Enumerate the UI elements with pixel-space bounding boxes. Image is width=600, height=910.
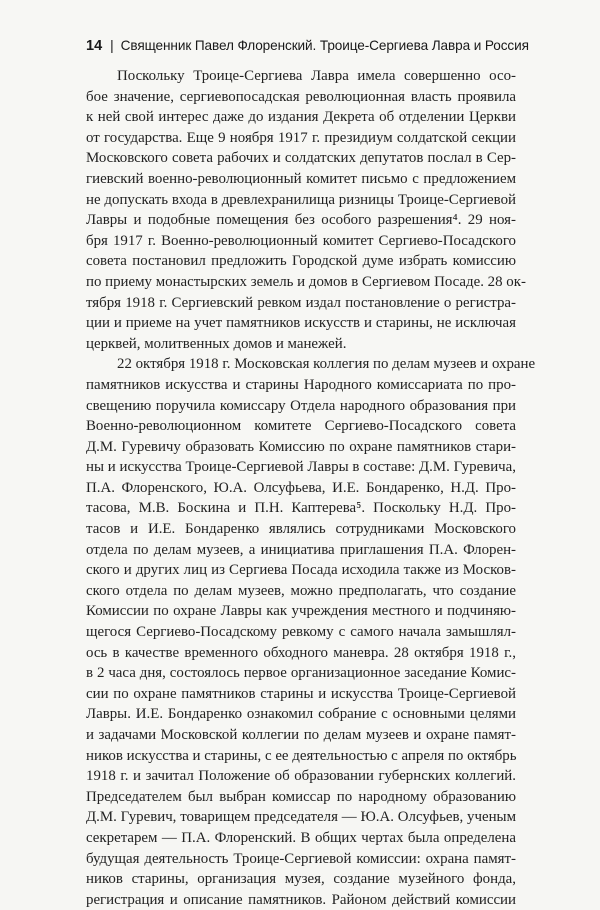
page-number: 14 <box>86 38 103 54</box>
text-line: ников искусства и старины, с ее деятельностью с апреля по октябрь <box>86 747 517 764</box>
text-line: по приему монастырских земель и домов в Сергиевом Посаде. 28 ок- <box>86 273 526 290</box>
running-head <box>86 38 566 58</box>
paragraph <box>86 66 526 354</box>
text-line: ции и приеме на учет памятников искусств и старины, не исключая <box>86 315 516 332</box>
text-line: церквей, молитвенных домов и манежей. <box>86 335 347 352</box>
text-line: бря 1917 г. Военно-революционный комитет Сергиево-Посадского <box>86 232 516 249</box>
text-line: П.А. Флоренского, Ю.А. Олсуфьева, И.Е. Бондаренко, Н.Д. Про- <box>86 479 516 496</box>
text-line: тасов и И.Е. Бондаренко являлись сотрудниками Московского <box>86 521 516 538</box>
text-line: Лавры и подобные помещения без особого разрешения⁴. 29 ноя- <box>86 212 516 229</box>
text-line: ников старины, организация музея, создание музейного фонда, <box>86 871 516 888</box>
text-line: и задачами Московской коллегии по делам музеев и охране памят- <box>86 727 516 743</box>
text-line: 1918 г. и зачитал Положение об образовании губернских коллегий. <box>86 768 516 785</box>
text-line: Лавры. И.Е. Бондаренко ознакомил собрание с основными целями <box>86 706 516 723</box>
text-line: свещению поручила комиссару Отдела народного образования при <box>86 397 516 414</box>
text-line: от государства. Еще 9 ноября 1917 г. президиум солдатской секции <box>86 129 516 146</box>
text-line: Д.М. Гуревич, товарищем председателя — Ю.А. Олсуфьев, ученым <box>86 809 516 826</box>
text-line: тасова, М.В. Боскина и П.Н. Каптерева⁵. Поскольку Н.Д. Про- <box>86 500 516 517</box>
text-line: памятников искусства и старины Народного комиссариата по про- <box>86 376 516 393</box>
paragraph <box>86 354 536 910</box>
text-line: к ней свой интерес даже до издания Декрета об отделении Церкви <box>86 109 516 126</box>
text-line: ского отдела по делам музеев, можно предполагать, что создание <box>86 582 516 599</box>
text-line: Военно-революционном комитете Сергиево-Посадского совета <box>86 418 516 435</box>
text-line: ны и искусства Троице-Сергиевой Лавры в составе: Д.М. Гуревича, <box>86 459 516 476</box>
text-line: не допускать входа в древлехранилища ризницы Троице-Сергиевой <box>86 191 516 208</box>
text-line: гиевский военно-революционный комитет письмо с предложением <box>86 170 516 187</box>
text-line: Комиссии по охране Лавры как учреждения местного и подчиняю- <box>86 603 516 620</box>
text-line: щегося Сергиево-Посадскому ревкому с самого начала замышлял- <box>86 624 516 641</box>
text-line: сии по охране памятников старины и искусства Троице-Сергиевой <box>86 685 516 702</box>
text-line: Председателем был выбран комиссар по народному образованию <box>86 788 516 805</box>
text-line: Московского совета рабочих и солдатских депутатов послал в Сер- <box>86 150 516 167</box>
body-text <box>86 66 536 910</box>
text-line: секретарем — П.А. Флоренский. В общих чертах была определена <box>86 829 516 846</box>
text-line: отдела по делам музеев, а инициатива приглашения П.А. Флорен- <box>86 541 516 558</box>
text-line: 22 октября 1918 г. Московская коллегия по делам музеев и охране <box>117 356 536 373</box>
text-line: ось в качестве временного обходного маневра. 28 октября 1918 г., <box>86 644 516 661</box>
text-line: совета постановил предложить Городской думе избрать комиссию <box>86 253 516 270</box>
text-line: Д.М. Гуревичу образовать Комиссию по охране памятников стари- <box>86 438 516 455</box>
text-line: будущая деятельность Троице-Сергиевой комиссии: охрана памят- <box>86 850 516 867</box>
text-line: бое значение, сергиевопосадская революционная власть проявила <box>86 88 516 105</box>
text-line: тября 1918 г. Сергиевский ревком издал постановление о регистра- <box>86 294 516 311</box>
header-separator: | <box>110 38 114 53</box>
text-line: в 2 часа дня, состоялось первое организационное заседание Комис- <box>86 665 516 682</box>
text-line: регистрация и описание памятников. Районом действий комиссии <box>86 891 516 908</box>
text-line: Поскольку Троице-Сергиева Лавра имела совершенно осо- <box>117 68 516 84</box>
text-line: ского и других лиц из Сергиева Посада исходила также из Москов- <box>86 562 516 579</box>
running-title: Священник Павел Флоренский. Троице-Сергиева Лавра и Россия <box>120 38 529 53</box>
